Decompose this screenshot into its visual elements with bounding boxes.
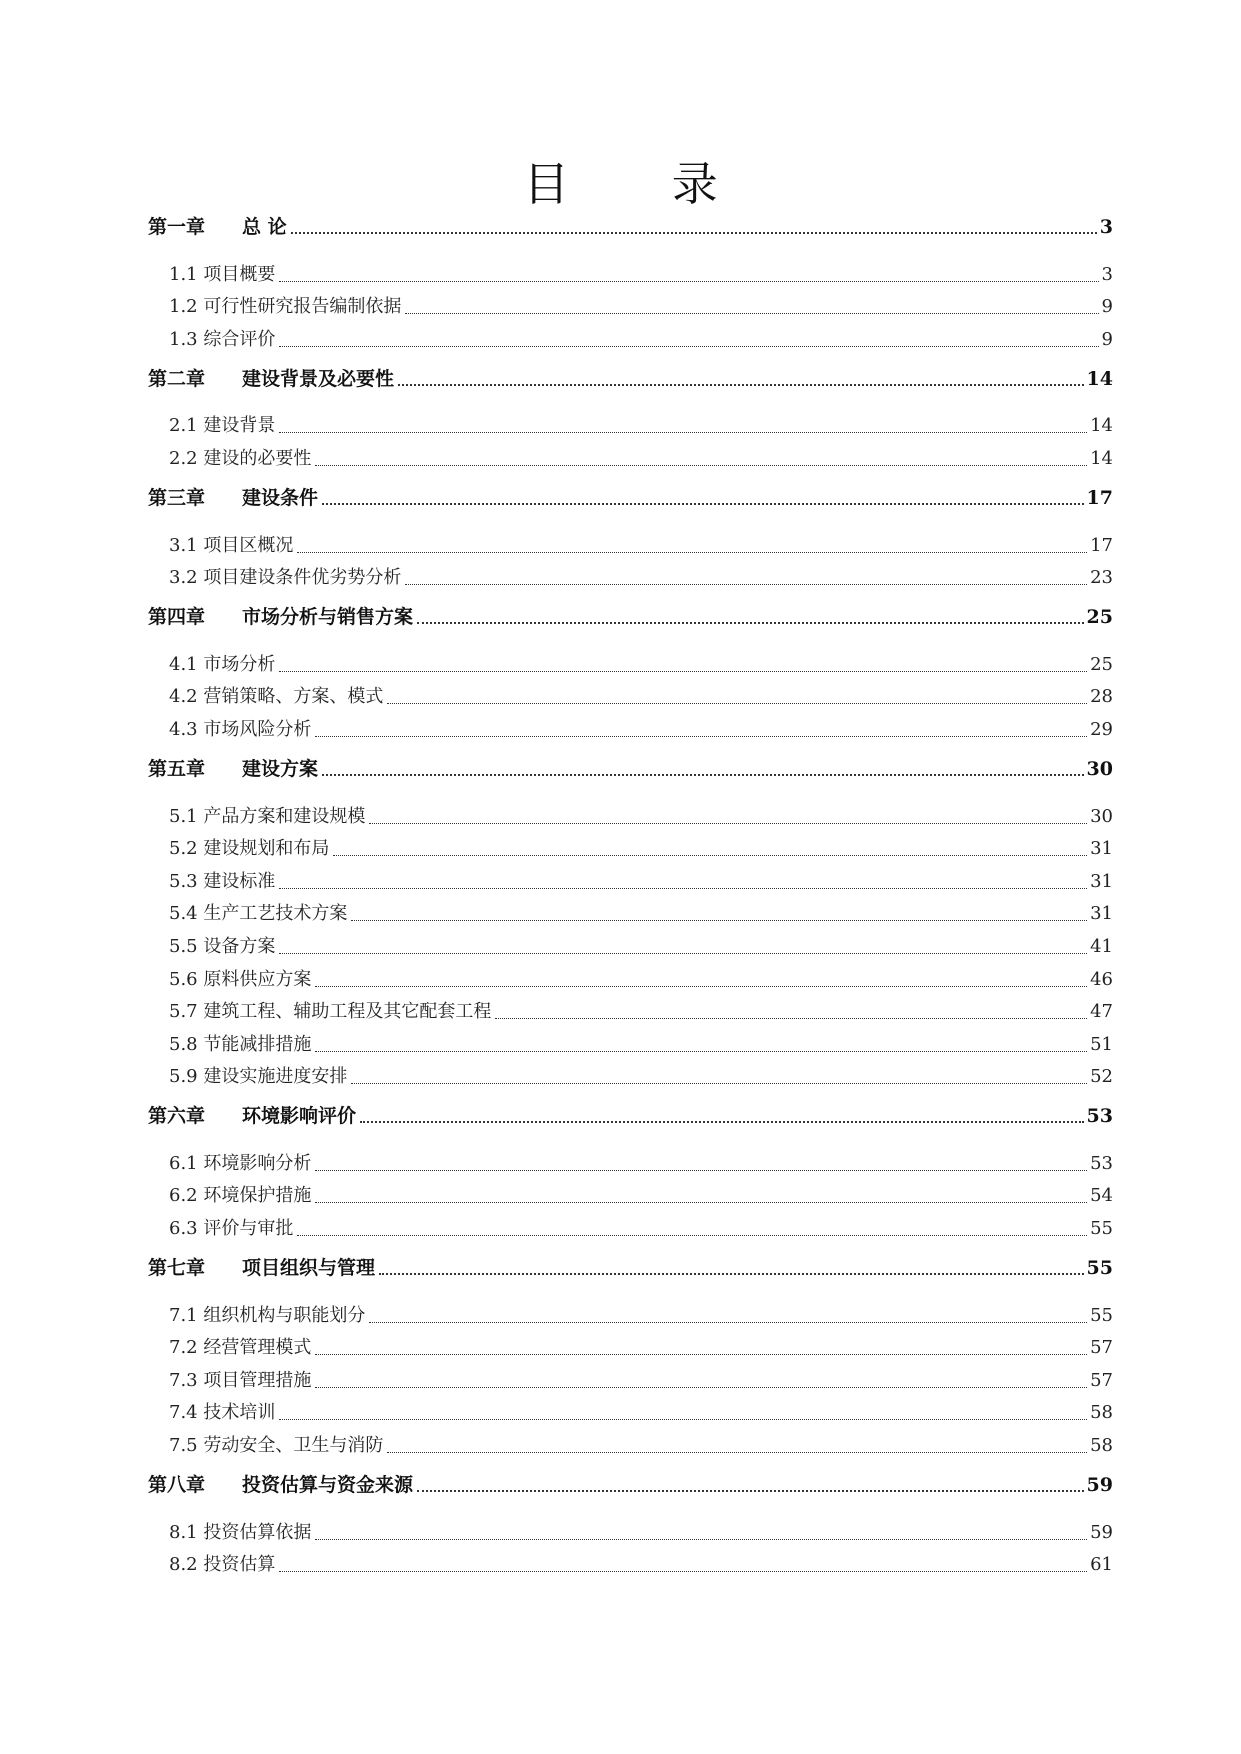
chapter-number: 第八章 — [148, 1474, 206, 1497]
section-label: 7.5 劳动安全、卫生与消防 — [169, 1435, 384, 1457]
toc-section-6-2[interactable] — [148, 1177, 1113, 1210]
section-label: 7.1 组织机构与职能划分 — [169, 1304, 366, 1326]
section-label: 2.1 建设背景 — [169, 415, 276, 437]
toc-chapter-1[interactable] — [148, 214, 1113, 240]
section-label: 1.3 综合评价 — [169, 328, 276, 350]
chapter-number: 第五章 — [148, 757, 206, 780]
toc-chapter-4[interactable] — [148, 604, 1113, 630]
section-label: 5.5 设备方案 — [169, 935, 276, 957]
dot-leader — [417, 1490, 1084, 1492]
section-page-number: 55 — [1090, 1304, 1113, 1326]
toc-section-5-6[interactable] — [148, 960, 1113, 993]
chapter-label — [148, 366, 394, 392]
chapter-title: 总 论 — [242, 216, 287, 238]
dot-leader — [387, 1452, 1087, 1453]
section-label: 5.7 建筑工程、辅助工程及其它配套工程 — [169, 1001, 492, 1023]
dot-leader — [279, 281, 1098, 282]
section-page-number: 29 — [1090, 718, 1113, 740]
dot-leader — [279, 1419, 1087, 1420]
table-of-contents — [148, 214, 1113, 1578]
chapter-page-number: 3 — [1099, 216, 1113, 238]
toc-section-5-2[interactable] — [148, 830, 1113, 863]
section-page-number: 31 — [1090, 870, 1113, 892]
section-label: 5.3 建设标准 — [169, 870, 276, 892]
toc-section-8-1[interactable] — [148, 1513, 1113, 1546]
dot-leader — [315, 1051, 1087, 1052]
toc-section-7-3[interactable] — [148, 1361, 1113, 1394]
dot-leader — [279, 1571, 1087, 1572]
chapter-number: 第七章 — [148, 1257, 206, 1280]
dot-leader — [405, 584, 1087, 585]
dot-leader — [315, 1170, 1087, 1171]
chapter-label — [148, 485, 318, 511]
toc-section-5-5[interactable] — [148, 927, 1113, 960]
toc-section-4-3[interactable] — [148, 710, 1113, 743]
chapter-label — [148, 1472, 413, 1498]
section-page-number: 14 — [1090, 447, 1113, 469]
section-label: 8.2 投资估算 — [169, 1554, 276, 1576]
toc-section-5-3[interactable] — [148, 862, 1113, 895]
chapter-label — [148, 756, 318, 782]
toc-section-7-2[interactable] — [148, 1329, 1113, 1362]
chapter-title: 投资估算与资金来源 — [242, 1474, 414, 1497]
toc-chapter-3[interactable] — [148, 485, 1113, 511]
dot-leader — [351, 920, 1087, 921]
chapter-page-number: 17 — [1086, 486, 1113, 509]
chapter-label — [148, 1103, 356, 1129]
dot-leader — [279, 888, 1087, 889]
dot-leader — [279, 671, 1087, 672]
toc-section-5-8[interactable] — [148, 1025, 1113, 1058]
toc-section-6-1[interactable] — [148, 1144, 1113, 1177]
section-page-number: 9 — [1101, 296, 1113, 318]
dot-leader — [315, 736, 1087, 737]
toc-chapter-6[interactable] — [148, 1103, 1113, 1129]
section-page-number: 9 — [1101, 328, 1113, 350]
section-label: 6.2 环境保护措施 — [169, 1185, 312, 1207]
toc-section-2-1[interactable] — [148, 407, 1113, 440]
dot-leader — [279, 953, 1087, 954]
section-label: 4.1 市场分析 — [169, 653, 276, 675]
chapter-page-number: 59 — [1086, 1474, 1113, 1497]
section-page-number: 55 — [1090, 1218, 1113, 1240]
chapter-number: 第三章 — [148, 486, 206, 509]
chapter-number: 第二章 — [148, 367, 206, 390]
toc-section-1-3[interactable] — [148, 320, 1113, 353]
section-label: 5.9 建设实施进度安排 — [169, 1066, 348, 1088]
toc-section-1-1[interactable] — [148, 255, 1113, 288]
dot-leader — [379, 1273, 1084, 1275]
toc-section-5-1[interactable] — [148, 797, 1113, 830]
section-page-number: 57 — [1090, 1337, 1113, 1359]
section-page-number: 54 — [1090, 1185, 1113, 1207]
section-page-number: 51 — [1090, 1033, 1113, 1055]
section-page-number: 23 — [1090, 567, 1113, 589]
chapter-label — [148, 1255, 375, 1281]
section-page-number: 59 — [1090, 1521, 1113, 1543]
chapter-title: 市场分析与销售方案 — [242, 606, 414, 629]
section-page-number: 28 — [1090, 686, 1113, 708]
section-label: 3.1 项目区概况 — [169, 534, 294, 556]
dot-leader — [315, 1354, 1087, 1355]
dot-leader — [360, 1121, 1084, 1123]
toc-section-3-1[interactable] — [148, 526, 1113, 559]
dot-leader — [297, 1235, 1087, 1236]
section-page-number: 58 — [1090, 1435, 1113, 1457]
chapter-title: 建设方案 — [242, 757, 319, 780]
dot-leader — [351, 1083, 1087, 1084]
toc-section-3-2[interactable] — [148, 559, 1113, 592]
dot-leader — [322, 774, 1084, 776]
dot-leader — [315, 1539, 1087, 1540]
section-page-number: 14 — [1090, 415, 1113, 437]
chapter-page-number: 14 — [1086, 367, 1113, 390]
section-page-number: 52 — [1090, 1066, 1113, 1088]
section-page-number: 31 — [1090, 838, 1113, 860]
toc-title: 目 录 — [523, 157, 762, 211]
section-page-number: 31 — [1090, 903, 1113, 925]
chapter-title: 建设背景及必要性 — [242, 367, 395, 390]
section-page-number: 41 — [1090, 935, 1113, 957]
toc-chapter-5[interactable] — [148, 756, 1113, 782]
section-label: 3.2 项目建设条件优劣势分析 — [169, 567, 402, 589]
dot-leader — [315, 1387, 1087, 1388]
dot-leader — [279, 432, 1087, 433]
section-label: 5.4 生产工艺技术方案 — [169, 903, 348, 925]
dot-leader — [315, 986, 1087, 987]
dot-leader — [297, 552, 1087, 553]
dot-leader — [398, 384, 1084, 386]
dot-leader — [315, 1202, 1087, 1203]
section-page-number: 25 — [1090, 653, 1113, 675]
chapter-number: 第六章 — [148, 1105, 206, 1128]
chapter-title: 建设条件 — [242, 486, 319, 509]
dot-leader — [279, 346, 1098, 347]
section-page-number: 61 — [1090, 1554, 1113, 1576]
toc-section-2-2[interactable] — [148, 439, 1113, 472]
chapter-page-number: 30 — [1086, 757, 1113, 780]
section-label: 7.4 技术培训 — [169, 1402, 276, 1424]
chapter-label — [148, 604, 413, 630]
section-page-number: 3 — [1101, 263, 1113, 285]
chapter-number: 第一章 — [148, 216, 206, 238]
section-label: 5.2 建设规划和布局 — [169, 838, 330, 860]
toc-section-4-2[interactable] — [148, 678, 1113, 711]
section-label: 4.3 市场风险分析 — [169, 718, 312, 740]
dot-leader — [322, 503, 1084, 505]
chapter-page-number: 25 — [1086, 606, 1113, 629]
section-label: 5.1 产品方案和建设规模 — [169, 805, 366, 827]
section-page-number: 53 — [1090, 1152, 1113, 1174]
dot-leader — [369, 1322, 1087, 1323]
dot-leader — [291, 232, 1097, 234]
section-page-number: 58 — [1090, 1402, 1113, 1424]
section-page-number: 57 — [1090, 1369, 1113, 1391]
toc-section-4-1[interactable] — [148, 645, 1113, 678]
section-page-number: 30 — [1090, 805, 1113, 827]
section-label: 7.2 经营管理模式 — [169, 1337, 312, 1359]
section-page-number: 17 — [1090, 534, 1113, 556]
dot-leader — [387, 703, 1087, 704]
toc-section-5-7[interactable] — [148, 993, 1113, 1026]
section-label: 7.3 项目管理措施 — [169, 1369, 312, 1391]
section-label: 8.1 投资估算依据 — [169, 1521, 312, 1543]
chapter-title: 环境影响评价 — [242, 1105, 357, 1128]
toc-section-8-2[interactable] — [148, 1546, 1113, 1579]
section-label: 5.8 节能减排措施 — [169, 1033, 312, 1055]
chapter-title: 项目组织与管理 — [242, 1257, 376, 1280]
dot-leader — [369, 823, 1087, 824]
toc-section-7-4[interactable] — [148, 1394, 1113, 1427]
section-page-number: 47 — [1090, 1001, 1113, 1023]
chapter-page-number: 55 — [1086, 1257, 1113, 1280]
dot-leader — [417, 622, 1084, 624]
toc-section-7-1[interactable] — [148, 1296, 1113, 1329]
toc-section-5-4[interactable] — [148, 895, 1113, 928]
toc-chapter-2[interactable] — [148, 366, 1113, 392]
toc-section-6-3[interactable] — [148, 1209, 1113, 1242]
toc-chapter-8[interactable] — [148, 1472, 1113, 1498]
section-label: 5.6 原料供应方案 — [169, 968, 312, 990]
toc-section-1-2[interactable] — [148, 288, 1113, 321]
section-label: 6.3 评价与审批 — [169, 1218, 294, 1240]
section-label: 4.2 营销策略、方案、模式 — [169, 686, 384, 708]
chapter-label — [148, 214, 287, 240]
chapter-page-number: 53 — [1086, 1105, 1113, 1128]
section-label: 2.2 建设的必要性 — [169, 447, 312, 469]
dot-leader — [315, 465, 1087, 466]
chapter-number: 第四章 — [148, 606, 206, 629]
dot-leader — [333, 855, 1087, 856]
section-label: 1.2 可行性研究报告编制依据 — [169, 296, 402, 318]
toc-chapter-7[interactable] — [148, 1255, 1113, 1281]
dot-leader — [405, 313, 1098, 314]
section-label: 6.1 环境影响分析 — [169, 1152, 312, 1174]
section-page-number: 46 — [1090, 968, 1113, 990]
dot-leader — [495, 1018, 1087, 1019]
toc-section-7-5[interactable] — [148, 1426, 1113, 1459]
toc-section-5-9[interactable] — [148, 1058, 1113, 1091]
section-label: 1.1 项目概要 — [169, 263, 276, 285]
